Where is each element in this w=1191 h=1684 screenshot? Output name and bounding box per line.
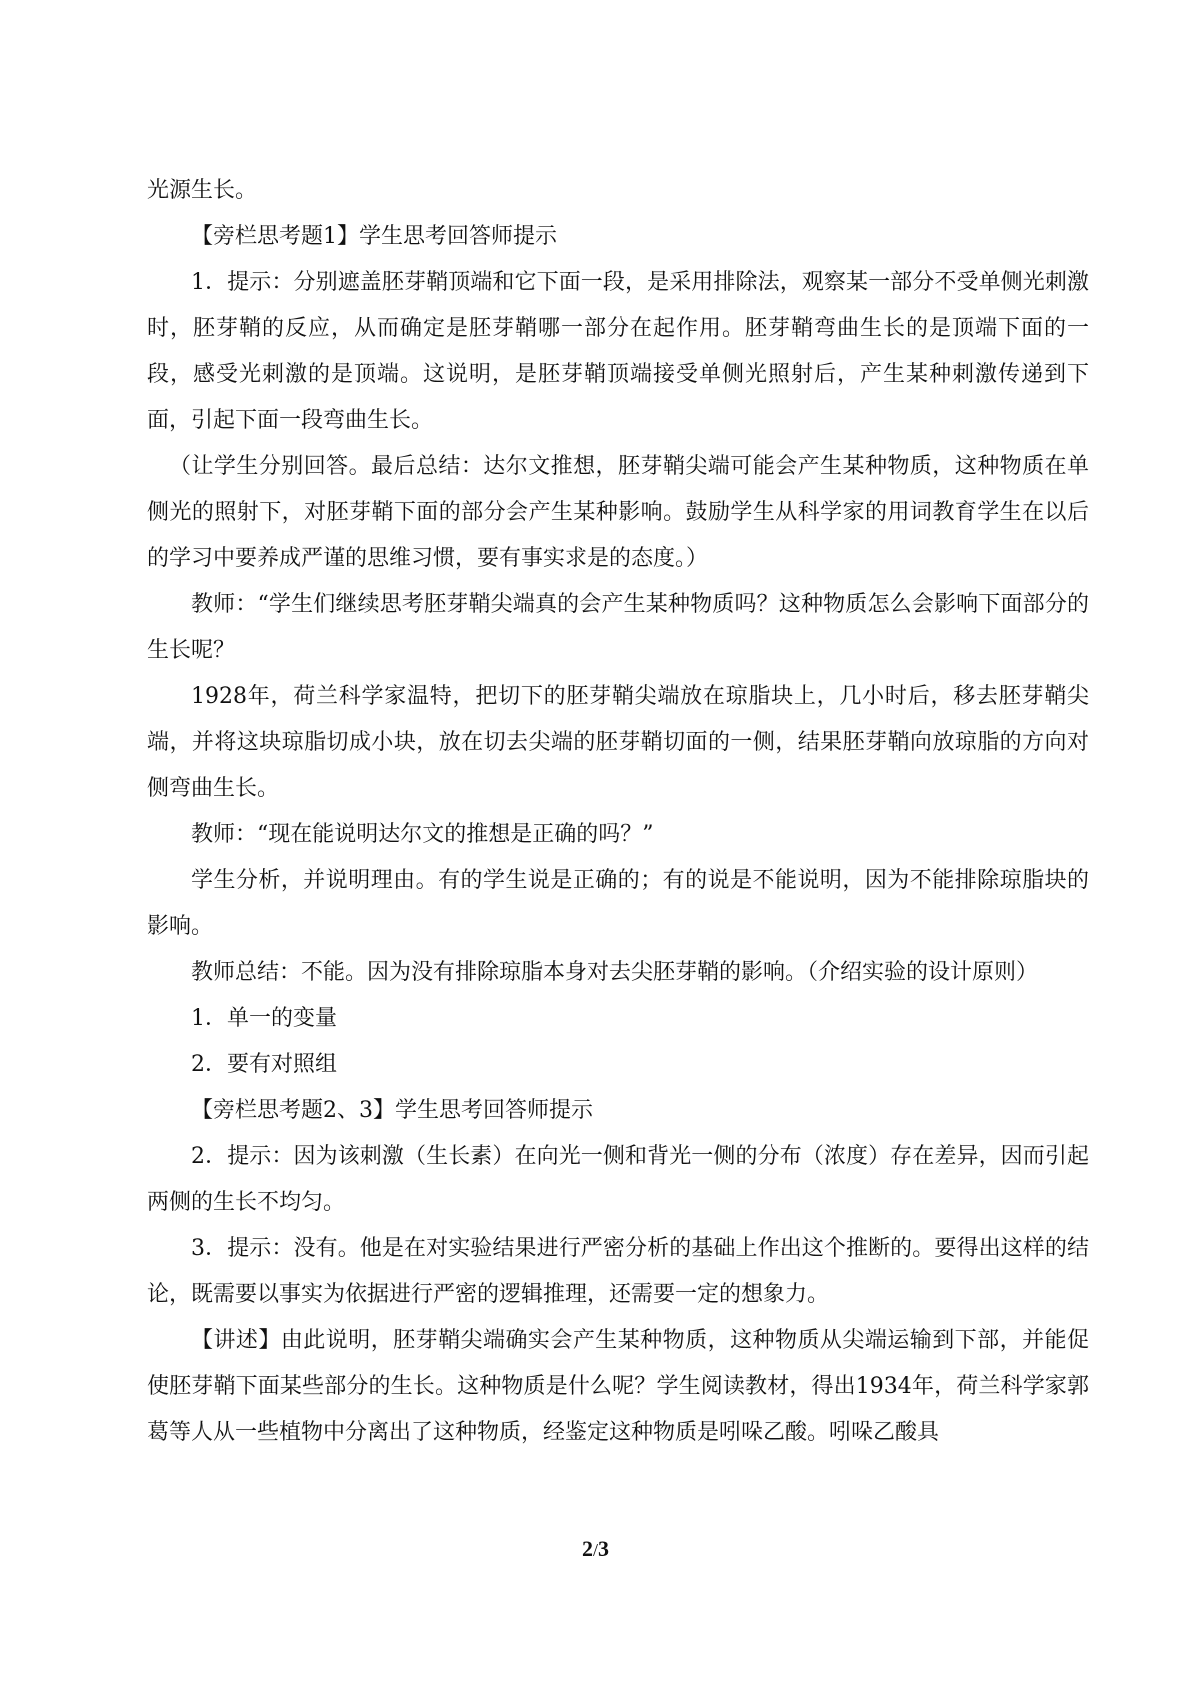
hint-1-paragraph: 1．提示：分别遮盖胚芽鞘顶端和它下面一段，是采用排除法，观察某一部分不受单侧光刺激时，胚芽鞘的反应，从而确定是胚芽鞘哪一部分在起作用。胚芽鞘弯曲生长的是顶端下面的一段，感受光刺激的是顶端。这说明，是胚芽鞘顶端接受单侧光照射后，产生某种刺激传递到下面，引起下面一段弯曲生长。 bbox=[147, 270, 1089, 433]
page-number bbox=[0, 1536, 1191, 1562]
paragraph-continuation: 光源生长。 bbox=[147, 178, 258, 203]
page-current: 2 bbox=[581, 1536, 593, 1561]
teacher-question-2-paragraph: 教师：“现在能说明达尔文的推想是正确的吗？” bbox=[191, 822, 654, 847]
sidebar-question-1-heading: 【旁栏思考题1】学生思考回答师提示 bbox=[191, 224, 557, 249]
hint-3-paragraph: 3．提示：没有。他是在对实验结果进行严密分析的基础上作出这个推断的。要得出这样的结论，既需要以事实为依据进行严密的逻辑推理，还需要一定的想象力。 bbox=[147, 1236, 1089, 1307]
student-analysis-paragraph: 学生分析，并说明理由。有的学生说是正确的；有的说是不能说明，因为不能排除琼脂块的影响。 bbox=[147, 868, 1089, 939]
document-body bbox=[147, 168, 1089, 1456]
teacher-question-paragraph: 教师：“学生们继续思考胚芽鞘尖端真的会产生某种物质吗？这种物质怎么会影响下面部分的生长呢？ bbox=[147, 592, 1089, 663]
page-total: 3 bbox=[598, 1536, 609, 1561]
lecture-paragraph: 【讲述】由此说明，胚芽鞘尖端确实会产生某种物质，这种物质从尖端运输到下部，并能促使胚芽鞘下面某些部分的生长。这种物质是什么呢？学生阅读教材，得出1934年，荷兰科学家郭葛等人从一些植物中分离出了这种物质，经鉴定这种物质是吲哚乙酸。吲哚乙酸具 bbox=[147, 1328, 1089, 1445]
page-separator: / bbox=[592, 1540, 598, 1560]
summary-note-paragraph: （让学生分别回答。最后总结：达尔文推想，胚芽鞘尖端可能会产生某种物质，这种物质在单侧光的照射下，对胚芽鞘下面的部分会产生某种影响。鼓励学生从科学家的用词教育学生在以后的学习中要养成严谨的思维习惯，要有事实求是的态度。） bbox=[147, 454, 1089, 571]
principle-item-2: 2．要有对照组 bbox=[191, 1052, 337, 1077]
sidebar-question-2-3-heading: 【旁栏思考题2、3】学生思考回答师提示 bbox=[191, 1098, 593, 1123]
teacher-summary-paragraph: 教师总结：不能。因为没有排除琼脂本身对去尖胚芽鞘的影响。（介绍实验的设计原则） bbox=[191, 960, 1039, 985]
went-experiment-paragraph: 1928年，荷兰科学家温特，把切下的胚芽鞘尖端放在琼脂块上，几小时后，移去胚芽鞘尖端，并将这块琼脂切成小块，放在切去尖端的胚芽鞘切面的一侧，结果胚芽鞘向放琼脂的方向对侧弯曲生长。 bbox=[147, 684, 1089, 801]
principle-item-1: 1．单一的变量 bbox=[191, 1006, 337, 1031]
hint-2-paragraph: 2．提示：因为该刺激（生长素）在向光一侧和背光一侧的分布（浓度）存在差异，因而引起两侧的生长不均匀。 bbox=[147, 1144, 1089, 1215]
